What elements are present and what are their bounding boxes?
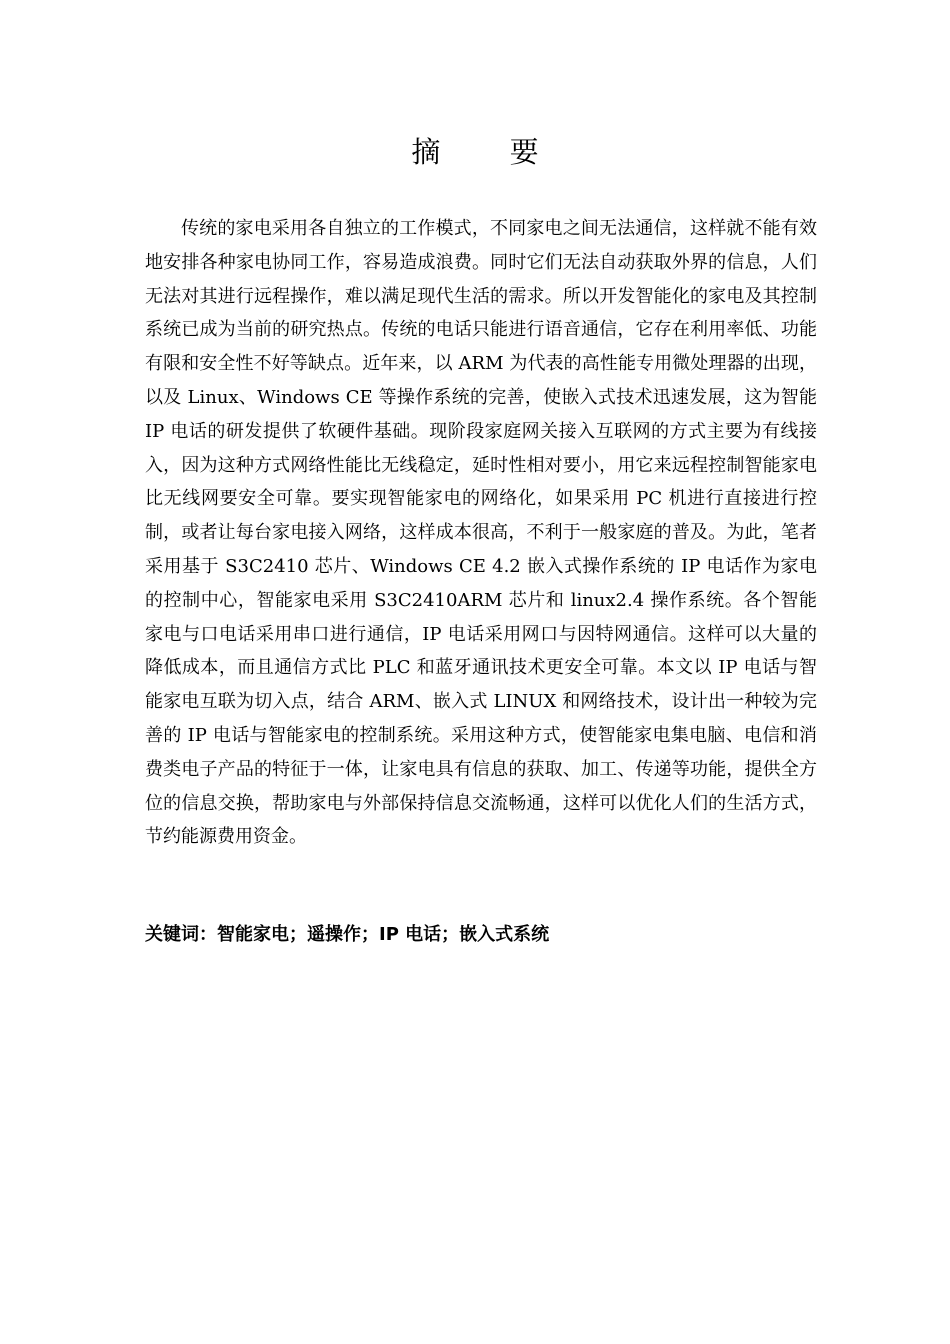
page-title: 摘 要 xyxy=(411,135,569,169)
keywords-line: 关键词：智能家电；遥操作；IP 电话；嵌入式系统 xyxy=(145,924,550,945)
abstract-paragraph: 传统的家电采用各自独立的工作模式，不同家电之间无法通信，这样就不能有效地安排各种家电协同工作，容易造成浪费。同时它们无法自动获取外界的信息，人们无法对其进行远程操作，难以满足现代生活的需求。所以开发智能化的家电及其控制系统已成为当前的研究热点。传统的电话只能进行语音通信，它存在利用率低、功能有限和安全性不好等缺点。近年来，以 ARM 为代表的高性能专用微处理器的出现，以及 Linux、Windows CE 等操作系统的完善，使嵌入式技术迅速发展，这为智能 IP 电话的研发提供了软硬件基础。现阶段家庭网关接入互联网的方式主要为有线接入，因为这种方式网络性能比无线稳定，延时性相对要小，用它来远程控制智能家电比无线网要安全可靠。要实现智能家电的网络化，如果采用 PC 机进行直接进行控制，或者让每台家电接入网络，这样成本很高，不利于一般家庭的普及。为此，笔者采用基于 S3C2410 芯片、Windows CE 4.2 嵌入式操作系统的 IP 电话作为家电的控制中心，智能家电采用 S3C2410ARM 芯片和 linux2.4 操作系统。各个智能家电与口电话采用串口进行通信，IP 电话采用网口与因特网通信。这样可以大量的降低成本，而且通信方式比 PLC 和蓝牙通讯技术更安全可靠。本文以 IP 电话与智能家电互联为切入点，结合 ARM、嵌入式 LINUX 和网络技术，设计出一种较为完善的 IP 电话与智能家电的控制系统。采用这种方式，使智能家电集电脑、电信和消费类电子产品的特征于一体，让家电具有信息的获取、加工、传递等功能，提供全方位的信息交换，帮助家电与外部保持信息交流畅通，这样可以优化人们的生活方式，节约能源费用资金。 xyxy=(145,218,817,848)
